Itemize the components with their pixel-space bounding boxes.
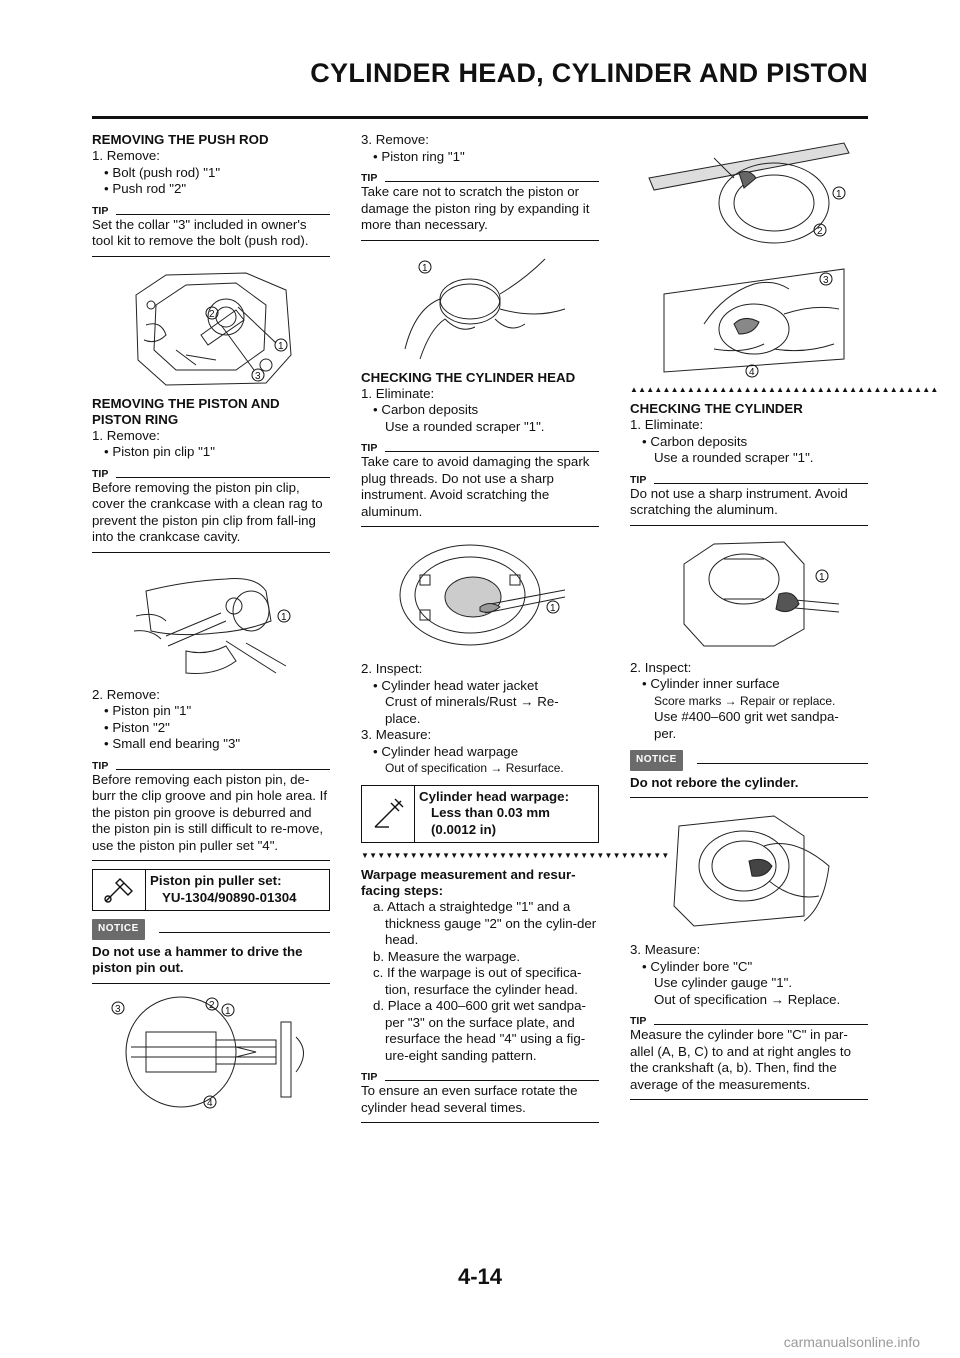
column-1 — [92, 132, 330, 1118]
heading-removing-piston-ring: PISTON RING — [92, 411, 179, 427]
warpage-measurement-illustration — [644, 138, 854, 248]
notice-text: Do not rebore the cylinder. — [630, 771, 868, 799]
heading-removing-push-rod: REMOVING THE PUSH ROD — [92, 132, 269, 147]
step-text: 2. Inspect: — [361, 661, 423, 676]
bullet-text: Use a rounded scraper "1". — [385, 418, 545, 434]
bullet-text: • Piston "2" — [104, 719, 170, 735]
cylinder-scraper-illustration — [654, 534, 844, 654]
step-text: 3. Measure: — [630, 942, 701, 957]
spec-value: YU-1304/90890-01304 — [162, 889, 297, 905]
callout-3: 3 — [115, 1003, 121, 1015]
tip-box — [361, 1072, 599, 1123]
tip-text: Set the collar "3" included in owner's tool kit to remove the bolt (push rod). — [92, 217, 330, 257]
tip-label: TIP — [361, 442, 378, 454]
notice-text: Do not use a hammer to drive the piston pin out. — [92, 940, 330, 984]
tip-label: TIP — [92, 467, 109, 480]
spec-box-piston-pin-puller — [92, 869, 330, 911]
heading-removing-piston: REMOVING THE PISTON AND — [92, 395, 280, 411]
callout-3: 3 — [255, 370, 261, 382]
tip-label: TIP — [92, 204, 109, 217]
bullet-text: • Small end bearing "3" — [104, 736, 241, 751]
bullet-text: • Piston ring "1" — [373, 148, 465, 164]
bullet-text: • Cylinder inner surface — [642, 676, 780, 691]
procedure-end-marks: ▲▲▲▲▲▲▲▲▲▲▲▲▲▲▲▲▲▲▲▲▲▲▲▲▲▲▲▲▲▲▲▲▲▲▲▲▲▲ — [630, 385, 939, 394]
bullet-text: • Cylinder head water jacket — [373, 677, 539, 693]
spec-limit-icon — [362, 786, 415, 843]
callout-1: 1 — [225, 1005, 231, 1017]
page-title: CYLINDER HEAD, CYLINDER AND PISTON — [310, 58, 868, 88]
bullet-text: Use #400–600 grit wet sandpa- — [654, 709, 839, 724]
tip-text: Take care to avoid damaging the spark plug threads. Do not use a sharp instrument. Avoid scratching the aluminum. — [361, 454, 599, 527]
bullet-text: Use cylinder gauge "1". — [654, 975, 793, 990]
callout-2: 2 — [817, 226, 823, 237]
callout-1: 1 — [836, 189, 842, 200]
resurfacing-illustration — [644, 254, 854, 379]
bullet-text: • Cylinder head warpage — [373, 743, 519, 759]
spec-value: (0.0012 in) — [431, 821, 497, 837]
cylinder-sanding-illustration — [654, 806, 844, 936]
step-text: 1. Remove: — [92, 148, 160, 163]
callout-1: 1 — [819, 571, 825, 583]
tip-text: Do not use a sharp instrument. Avoid scratching the aluminum. — [630, 486, 868, 526]
step-text: 3. Measure: — [361, 727, 432, 742]
tip-text: Measure the cylinder bore "C" in par-allel (A, B, C) to and at right angles to the crankshaft (a, b). Then, find the average of the measurements. — [630, 1027, 868, 1100]
push-rod-removal-illustration — [126, 265, 296, 390]
tip-label: TIP — [630, 1015, 647, 1027]
tip-box — [92, 206, 330, 257]
bullet-text: Out of specification → Resurface. — [385, 761, 564, 775]
cylinder-head-scraper-illustration — [385, 535, 575, 655]
tip-label: TIP — [361, 1071, 378, 1083]
tip-label: TIP — [361, 172, 378, 184]
tip-label: TIP — [92, 759, 109, 772]
bullet-text: Use a rounded scraper "1". — [654, 450, 814, 465]
step-text: 1. Remove: — [92, 427, 160, 443]
substep-text: b. Measure the warpage. — [373, 948, 521, 964]
tip-text: Take care not to scratch the piston or damage the piston ring by expanding it more than necessary. — [361, 184, 599, 241]
callout-4: 4 — [749, 367, 755, 378]
step-text: 1. Eliminate: — [630, 417, 704, 432]
bullet-text: Score marks → Repair or replace. — [654, 693, 836, 708]
heading-warpage-steps-cont: facing steps: — [361, 883, 444, 898]
tip-box — [630, 1016, 868, 1100]
bullet-text: Out of specification → Replace. — [654, 991, 841, 1007]
callout-1: 1 — [281, 611, 287, 623]
spec-value: Less than 0.03 mm — [431, 805, 550, 820]
notice-label: NOTICE — [630, 750, 683, 771]
notice-label: NOTICE — [92, 919, 145, 940]
bullet-text: • Piston pin "1" — [104, 703, 192, 718]
tip-box — [361, 173, 599, 241]
column-3 — [630, 132, 939, 1108]
bullet-text: • Bolt (push rod) "1" — [104, 164, 221, 180]
tip-label: TIP — [630, 473, 647, 486]
tool-icon — [93, 870, 146, 910]
substep-text: d. Place a 400–600 grit wet sandpa-per "3" on the surface plate, and resurface the head "4" using a fig-ure-eight sanding pattern. — [373, 998, 586, 1063]
bullet-text: • Push rod "2" — [104, 181, 187, 196]
heading-checking-cylinder-head: CHECKING THE CYLINDER HEAD — [361, 369, 576, 385]
piston-pin-clip-illustration — [126, 561, 296, 681]
bullet-text: place. — [385, 710, 421, 726]
watermark-link[interactable]: carmanualsonline.info — [783, 1334, 920, 1350]
bullet-text: per. — [654, 725, 677, 741]
substep-text: c. If the warpage is out of specifica-tion, resurface the cylinder head. — [373, 965, 582, 997]
substep-text: a. Attach a straightedge "1" and a thickness gauge "2" on the cylin-der head. — [373, 899, 597, 947]
piston-pin-puller-illustration — [106, 992, 316, 1112]
heading-warpage-steps: Warpage measurement and resur- — [361, 867, 576, 882]
step-text: 1. Eliminate: — [361, 385, 435, 401]
callout-1: 1 — [278, 340, 284, 352]
bullet-text: • Piston pin clip "1" — [104, 444, 215, 459]
bullet-text: • Cylinder bore "C" — [642, 958, 753, 974]
tip-text: Before removing each piston pin, de-burr the clip groove and pin hole area. If the piston pin groove is deburred and the piston pin is still difficult to re-move, use the piston pin puller set "4". — [92, 772, 330, 862]
callout-1: 1 — [422, 262, 428, 274]
notice-box — [92, 919, 330, 984]
bullet-text: • Carbon deposits — [373, 402, 479, 417]
callout-2: 2 — [209, 999, 215, 1011]
bullet-text: • Carbon deposits — [642, 433, 748, 449]
tip-box — [361, 443, 599, 527]
notice-box — [630, 750, 868, 798]
heading-checking-cylinder: CHECKING THE CYLINDER — [630, 401, 803, 416]
page-number: 4-14 — [457, 1264, 503, 1289]
step-text: 2. Remove: — [92, 686, 160, 702]
callout-3: 3 — [823, 275, 829, 286]
tip-text: Before removing the piston pin clip, cover the crankcase with a clean rag to prevent the piston pin clip from fall-ing into the crankcase cavity. — [92, 480, 330, 553]
bullet-text: Crust of minerals/Rust → Re- — [385, 694, 559, 709]
spec-box-cylinder-head-warpage — [361, 785, 599, 844]
step-text: 3. Remove: — [361, 132, 429, 147]
callout-4: 4 — [207, 1097, 213, 1109]
procedure-start-marks: ▼▼▼▼▼▼▼▼▼▼▼▼▼▼▼▼▼▼▼▼▼▼▼▼▼▼▼▼▼▼▼▼▼▼▼▼▼▼ — [361, 851, 670, 860]
tip-box — [630, 475, 868, 526]
callout-1: 1 — [550, 603, 556, 614]
tip-box — [92, 761, 330, 862]
spec-label: Piston pin puller set: — [150, 873, 282, 888]
spec-label: Cylinder head warpage: — [419, 788, 569, 804]
step-text: 2. Inspect: — [630, 659, 692, 675]
tip-box — [92, 469, 330, 553]
piston-ring-removal-illustration — [385, 249, 575, 364]
callout-2: 2 — [209, 308, 215, 320]
tip-text: To ensure an even surface rotate the cylinder head several times. — [361, 1083, 599, 1123]
header-rule — [92, 116, 868, 119]
